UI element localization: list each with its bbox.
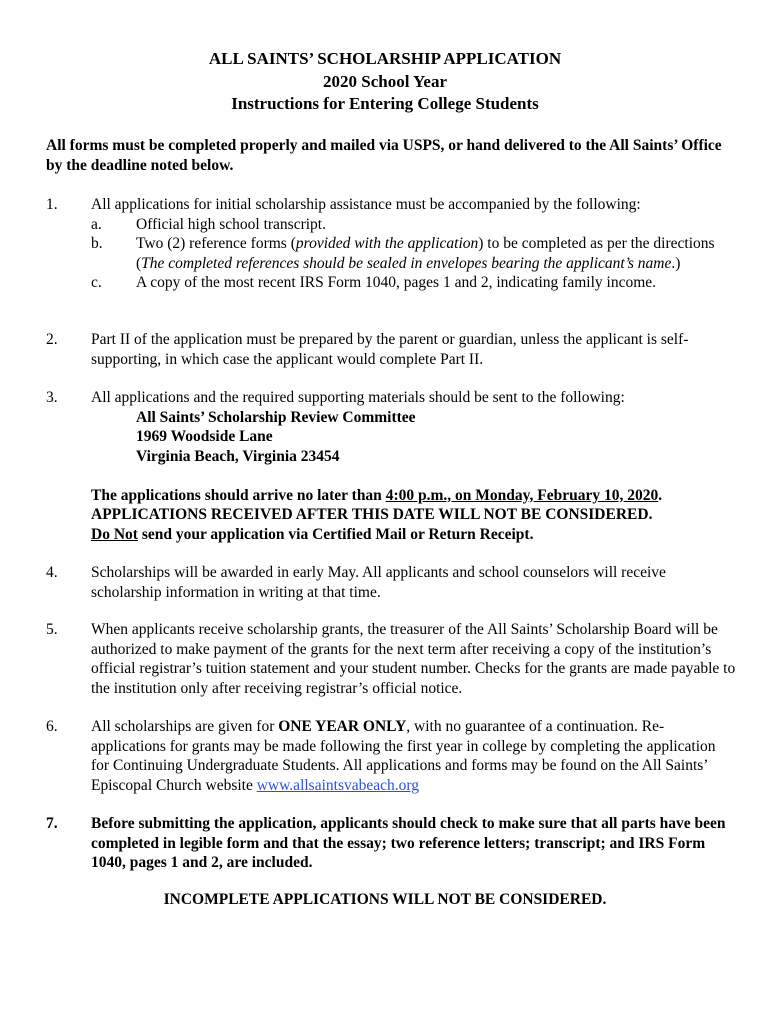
sub-item-letter: c. xyxy=(91,274,102,291)
sub-item-text xyxy=(136,234,736,273)
instruction-item-6 xyxy=(46,717,736,795)
address-line-3: Virginia Beach, Virginia 23454 xyxy=(136,447,340,465)
item-number: 3. xyxy=(46,389,58,406)
item-text: When applicants receive scholarship grants, the treasurer of the All Saints’ Scholarship Board will be authorized to make payment of the grants for the next term after receiving a copy of the institution’s official registrar’s tuition statement and your student number. Checks for the grants are made payable to the institution only after receiving registrar’s official notice. xyxy=(91,621,736,697)
sub-item-c xyxy=(91,273,736,293)
sub-item-letter: b. xyxy=(91,235,103,252)
do-not-text: Do Not xyxy=(91,525,138,543)
text-segment: Two (2) reference forms ( xyxy=(136,235,296,252)
mail-warning xyxy=(91,525,736,545)
address-line-1: All Saints’ Scholarship Review Committee xyxy=(136,408,416,426)
text-segment: , with no guarantee of a continuation. Re-applications for grants may be made following the first year in college by completing the application for Continuing Undergraduate Students. All applications and forms may be found on the All Saints’ Episcopal Church website xyxy=(91,718,716,794)
sub-item-letter: a. xyxy=(91,215,102,233)
title-line-3: Instructions for Entering College Students xyxy=(231,94,539,113)
text-segment: send your application via Certified Mail or Return Receipt. xyxy=(137,525,534,543)
website-link[interactable]: www.allsaintsvabeach.org xyxy=(256,776,420,794)
deadline-notice xyxy=(91,486,736,506)
item-text xyxy=(91,717,736,795)
one-year-only-text: ONE YEAR ONLY xyxy=(278,718,407,735)
sub-item-b xyxy=(91,234,736,273)
intro-paragraph: All forms must be completed properly and mailed via USPS, or hand delivered to the All Saints’ Office by the deadline noted below. xyxy=(46,137,722,174)
title-line-1: ALL SAINTS’ SCHOLARSHIP APPLICATION xyxy=(208,49,562,68)
text-segment: All scholarships are given for xyxy=(91,718,279,735)
title-line-2: 2020 School Year xyxy=(322,71,448,91)
address-line-2: 1969 Woodside Lane xyxy=(136,428,273,445)
document-title xyxy=(0,48,770,116)
sub-item-text: Official high school transcript. xyxy=(136,215,326,233)
italic-segment: provided with the application xyxy=(295,235,479,252)
instruction-item-2 xyxy=(46,330,736,369)
text-segment: The applications should arrive no later than xyxy=(91,486,386,504)
sub-item-text: A copy of the most recent IRS Form 1040, pages 1 and 2, indicating family income. xyxy=(136,274,657,291)
item-number: 2. xyxy=(46,331,58,348)
instruction-item-1 xyxy=(46,195,736,293)
instruction-item-4 xyxy=(46,563,736,602)
item-text: Part II of the application must be prepared by the parent or guardian, unless the applicant is self-supporting, in which case the applicant would complete Part II. xyxy=(91,331,689,368)
sub-item-a xyxy=(91,215,736,235)
item-number: 1. xyxy=(46,196,58,213)
instruction-item-7 xyxy=(46,814,736,873)
instruction-item-5 xyxy=(46,620,736,698)
item-number: 5. xyxy=(46,621,58,638)
deadline-date: 4:00 p.m., on Monday, February 10, 2020 xyxy=(385,486,659,504)
item-text: Before submitting the application, applicants should check to make sure that all parts have been completed in legible form and that the essay; two reference letters; transcript; and IRS Form 1040, pages 1 and 2, are included. xyxy=(91,815,726,871)
late-warning: APPLICATIONS RECEIVED AFTER THIS DATE WILL NOT BE CONSIDERED. xyxy=(91,506,653,523)
item-number: 4. xyxy=(46,564,58,581)
item-text: Scholarships will be awarded in early May. All applicants and school counselors will receive scholarship information in writing at that time. xyxy=(91,564,666,601)
text-segment: . xyxy=(658,486,663,504)
item-number: 7. xyxy=(46,815,58,832)
instruction-item-3 xyxy=(46,388,736,544)
item-text: All applications and the required supporting materials should be sent to the following: xyxy=(91,389,625,406)
final-notice: INCOMPLETE APPLICATIONS WILL NOT BE CONSIDERED. xyxy=(163,891,607,908)
item-number: 6. xyxy=(46,718,58,735)
item-text: All applications for initial scholarship assistance must be accompanied by the following: xyxy=(91,196,641,213)
italic-segment: The completed references should be sealed in envelopes bearing the applicant’s name xyxy=(141,254,672,272)
text-segment: ) to be completed as per the directions ( xyxy=(136,235,715,272)
text-segment: .) xyxy=(671,254,681,272)
